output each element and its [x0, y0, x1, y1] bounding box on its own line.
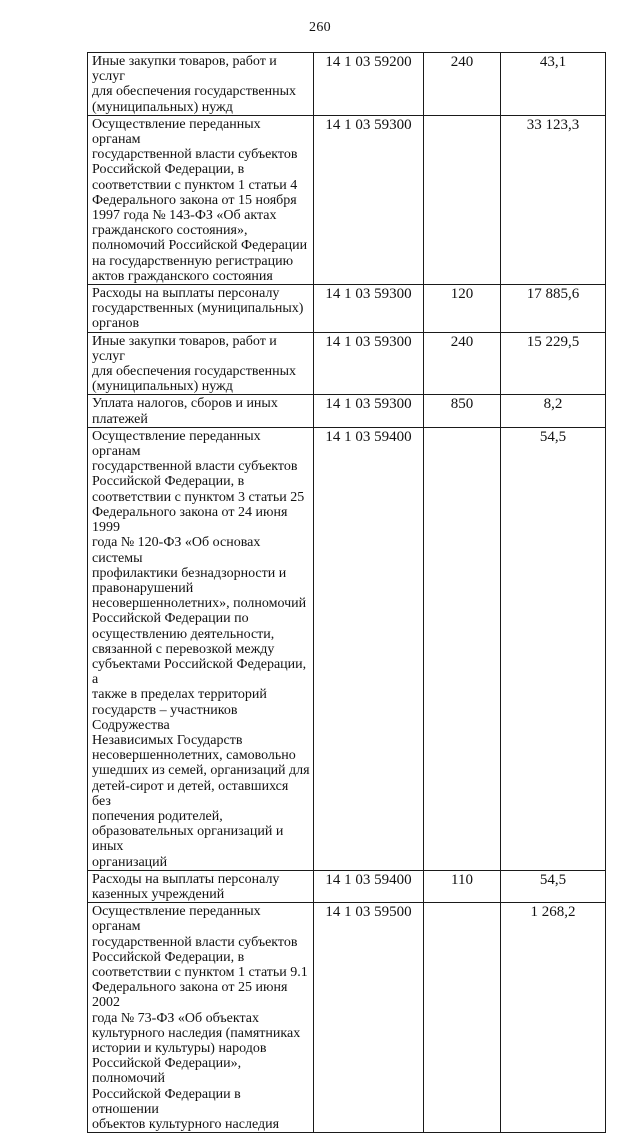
row-name-cell: Расходы на выплаты персоналу казенных учреждений	[88, 870, 314, 902]
row-name-cell: Иные закупки товаров, работ и услуг для обеспечения государственных (муниципальных) нужд	[88, 332, 314, 395]
table-row	[88, 53, 606, 116]
row-name-cell: Иные закупки товаров, работ и услуг для обеспечения государственных (муниципальных) нужд	[88, 53, 314, 116]
row-amount-cell: 54,5	[501, 427, 606, 870]
row-vr-cell: 110	[424, 870, 501, 902]
row-amount-cell: 17 885,6	[501, 285, 606, 333]
row-name-cell: Осуществление переданных органам государственной власти субъектов Российской Федерации, в соответствии с пунктом 3 статьи 25 Федерального закона от 24 июня 1999 года № 120-ФЗ «Об основах системы профилактики безнадзорности и правонарушений несовершеннолетних», полномочий Российской Федерации по осуществлению деятельности, связанной с перевозкой между субъектами Российской Федерации, а также в пределах территорий государств – участников Содружества Независимых Государств несовершеннолетних, самовольно ушедших из семей, организаций для детей-сирот и детей, оставшихся без попечения родителей, образовательных организаций и иных организаций	[88, 427, 314, 870]
row-amount-cell: 15 229,5	[501, 332, 606, 395]
table-row	[88, 332, 606, 395]
row-code-cell: 14 1 03 59300	[314, 285, 424, 333]
row-code-cell: 14 1 03 59400	[314, 870, 424, 902]
row-vr-cell	[424, 903, 501, 1133]
row-amount-cell: 1 268,2	[501, 903, 606, 1133]
row-code-cell: 14 1 03 59500	[314, 903, 424, 1133]
row-name-cell: Уплата налогов, сборов и иных платежей	[88, 395, 314, 427]
table-row	[88, 870, 606, 902]
row-amount-cell: 33 123,3	[501, 115, 606, 284]
budget-table	[87, 52, 606, 1133]
table-row	[88, 395, 606, 427]
row-name-cell: Расходы на выплаты персоналу государственных (муниципальных) органов	[88, 285, 314, 333]
row-vr-cell: 850	[424, 395, 501, 427]
page-number: 260	[309, 20, 331, 35]
row-code-cell: 14 1 03 59300	[314, 395, 424, 427]
row-name-cell: Осуществление переданных органам государственной власти субъектов Российской Федерации, в соответствии с пунктом 1 статьи 9.1 Федерального закона от 25 июня 2002 года № 73-ФЗ «Об объектах культурного наследия (памятниках истории и культуры) народов Российской Федерации», полномочий Российской Федерации в отношении объектов культурного наследия	[88, 903, 314, 1133]
row-vr-cell	[424, 427, 501, 870]
row-vr-cell: 120	[424, 285, 501, 333]
row-amount-cell: 43,1	[501, 53, 606, 116]
row-amount-cell: 54,5	[501, 870, 606, 902]
row-amount-cell: 8,2	[501, 395, 606, 427]
table-row	[88, 285, 606, 333]
table-row	[88, 115, 606, 284]
row-name-cell: Осуществление переданных органам государственной власти субъектов Российской Федерации, в соответствии с пунктом 1 статьи 4 Федерального закона от 15 ноября 1997 года № 143-ФЗ «Об актах гражданского состояния», полномочий Российской Федерации на государственную регистрацию актов гражданского состояния	[88, 115, 314, 284]
row-code-cell: 14 1 03 59400	[314, 427, 424, 870]
row-code-cell: 14 1 03 59200	[314, 53, 424, 116]
row-vr-cell: 240	[424, 332, 501, 395]
row-code-cell: 14 1 03 59300	[314, 115, 424, 284]
table-row	[88, 903, 606, 1133]
row-code-cell: 14 1 03 59300	[314, 332, 424, 395]
table-row	[88, 427, 606, 870]
row-vr-cell: 240	[424, 53, 501, 116]
row-vr-cell	[424, 115, 501, 284]
